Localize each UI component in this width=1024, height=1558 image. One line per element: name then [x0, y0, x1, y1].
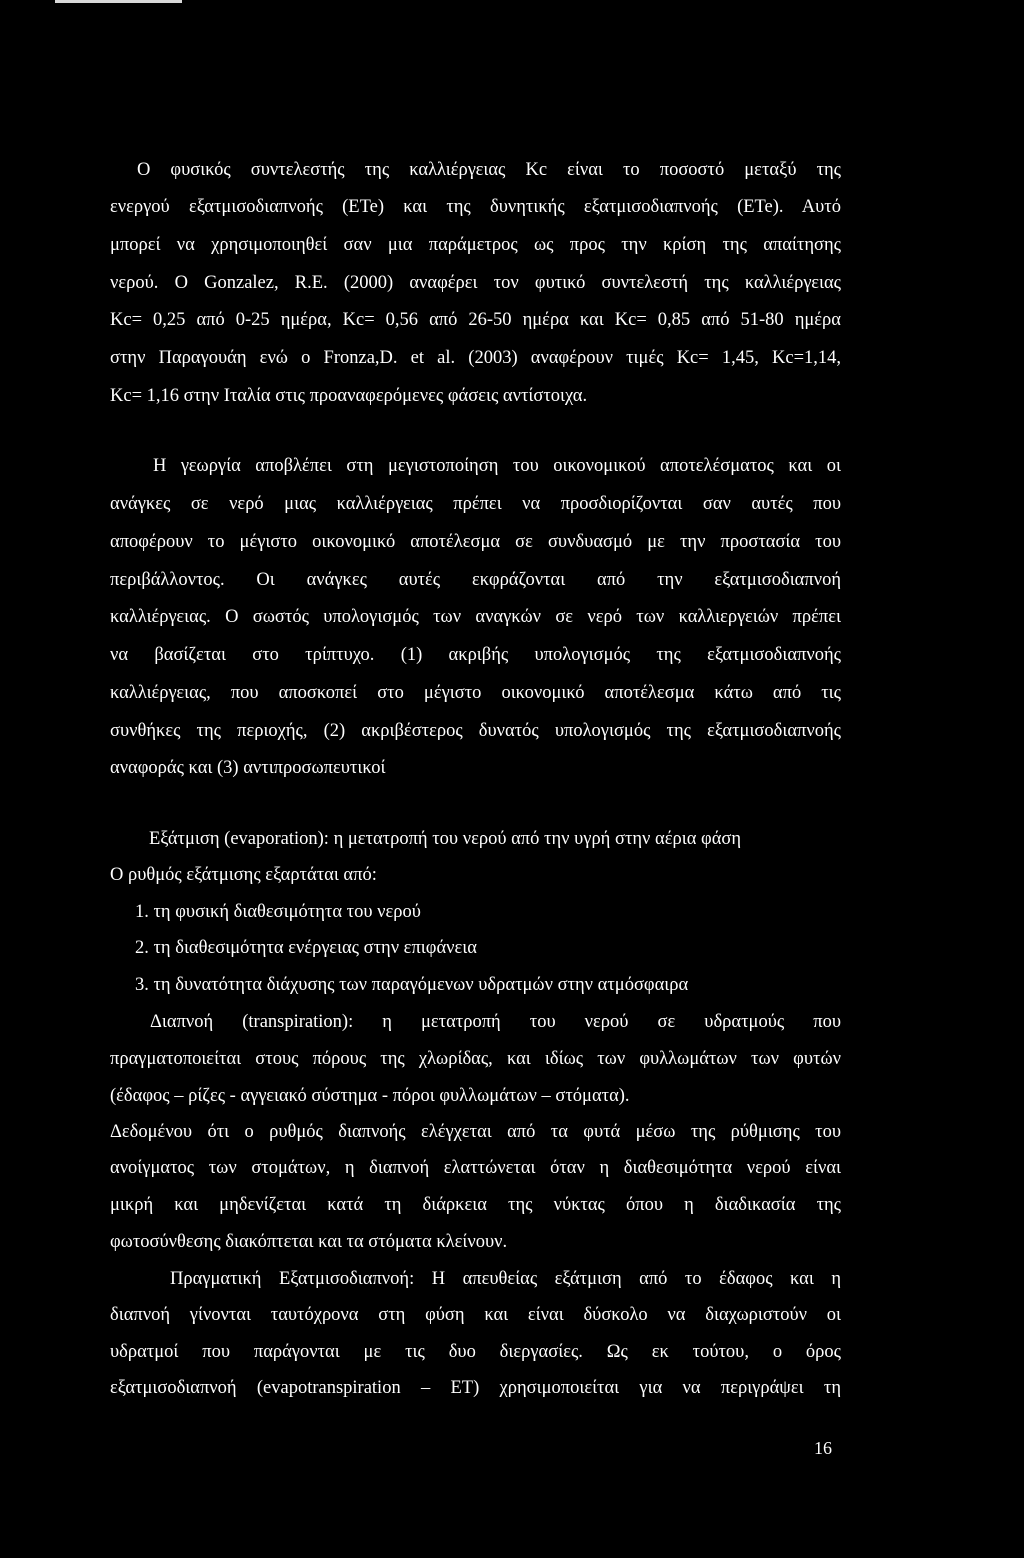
text-line: καλλιέργειας. Ο σωστός υπολογισμός των αναγκών σε νερό των καλλιεργειών πρέπει	[110, 607, 841, 627]
text-line: περιβάλλοντος. Οι ανάγκες αυτές εκφράζονται από την εξατμισοδιαπνοή	[110, 570, 841, 590]
text-line: εξατμισοδιαπνοή (evapotranspiration – ET) χρησιμοποιείται για να περιγράψει τη	[110, 1378, 841, 1398]
page-number: 16	[814, 1438, 832, 1458]
text-line: ανάγκες σε νερό μιας καλλιέργειας πρέπει να προσδιορίζονται σαν αυτές που	[110, 494, 841, 514]
text-line: Δεδομένου ότι ο ρυθμός διαπνοής ελέγχεται από τα φυτά μέσω της ρύθμισης του	[110, 1122, 841, 1142]
text-line: Εξάτμιση (evaporation): η μετατροπή του νερού από την υγρή στην αέρια φάση	[149, 829, 742, 849]
text-line: να βασίζεται στο τρίπτυχο. (1) ακριβής υπολογισμός της εξατμισοδιαπνοής	[110, 645, 841, 665]
text-line: υδρατμοί που παράγονται με τις δυο διεργασίες. Ως εκ τούτου, ο όρος	[110, 1342, 841, 1362]
text-line: μικρή και μηδενίζεται κατά τη διάρκεια της νύκτας όπου η διαδικασία της	[110, 1195, 841, 1215]
text-line: Ο ρυθμός εξάτμισης εξαρτάται από:	[110, 865, 377, 885]
list-item: 3. τη δυνατότητα διάχυσης των παραγόμενων υδρατμών στην ατμόσφαιρα	[135, 975, 689, 995]
scan-edge-bar	[55, 0, 182, 3]
text-line: Ο φυσικός συντελεστής της καλλιέργειας Kc είναι το ποσοστό μεταξύ της	[137, 160, 841, 180]
text-line: στην Παραγουάη ενώ ο Fronza,D. et al. (2003) αναφέρουν τιμές Kc= 1,45, Kc=1,14,	[110, 348, 841, 368]
text-line: Kc= 0,25 από 0-25 ημέρα, Kc= 0,56 από 26-50 ημέρα και Kc= 0,85 από 51-80 ημέρα	[110, 310, 841, 330]
text-line: Η γεωργία αποβλέπει στη μεγιστοποίηση του οικονομικού αποτελέσματος και οι	[153, 456, 841, 476]
text-line: αναφοράς και (3) αντιπροσωπευτικοί	[110, 758, 386, 778]
text-line: πραγματοποιείται στους πόρους της χλωρίδας, και ιδίως των φυλλωμάτων των φυτών	[110, 1049, 841, 1069]
text-line: ανοίγματος των στομάτων, η διαπνοή ελαττώνεται όταν η διαθεσιμότητα νερού είναι	[110, 1158, 841, 1178]
text-line: συνθήκες της περιοχής, (2) ακριβέστερος δυνατός υπολογισμός της εξατμισοδιαπνοής	[110, 721, 841, 741]
text-line: μπορεί να χρησιμοποιηθεί σαν μια παράμετρος ως προς την κρίση της απαίτησης	[110, 235, 841, 255]
text-line: νερού. Ο Gonzalez, R.E. (2000) αναφέρει τον φυτικό συντελεστή της καλλιέργειας	[110, 273, 841, 293]
text-line: (έδαφος – ρίζες - αγγειακό σύστημα - πόροι φυλλωμάτων – στόματα).	[110, 1086, 630, 1106]
list-item: 2. τη διαθεσιμότητα ενέργειας στην επιφάνεια	[135, 938, 477, 958]
text-line: καλλιέργειας, που αποσκοπεί στο μέγιστο οικονομικό αποτέλεσμα κάτω από τις	[110, 683, 841, 703]
text-line: φωτοσύνθεσης διακόπτεται και τα στόματα κλείνουν.	[110, 1232, 508, 1252]
text-line: διαπνοή γίνονται ταυτόχρονα στη φύση και είναι δύσκολο να διαχωριστούν οι	[110, 1305, 841, 1325]
text-line: ενεργού εξατμισοδιαπνοής (ETe) και της δυνητικής εξατμισοδιαπνοής (ETe). Αυτό	[110, 197, 841, 217]
text-line: Kc= 1,16 στην Ιταλία στις προαναφερόμενες φάσεις αντίστοιχα.	[110, 386, 588, 406]
list-item: 1. τη φυσική διαθεσιμότητα του νερού	[135, 902, 421, 922]
text-line: Διαπνοή (transpiration): η μετατροπή του νερού σε υδρατμούς που	[150, 1012, 841, 1032]
text-line: αποφέρουν το μέγιστο οικονομικό αποτέλεσμα σε συνδυασμό με την προστασία του	[110, 532, 841, 552]
text-line: Πραγματική Εξατμισοδιαπνοή: Η απευθείας εξάτμιση από το έδαφος και η	[170, 1269, 841, 1289]
